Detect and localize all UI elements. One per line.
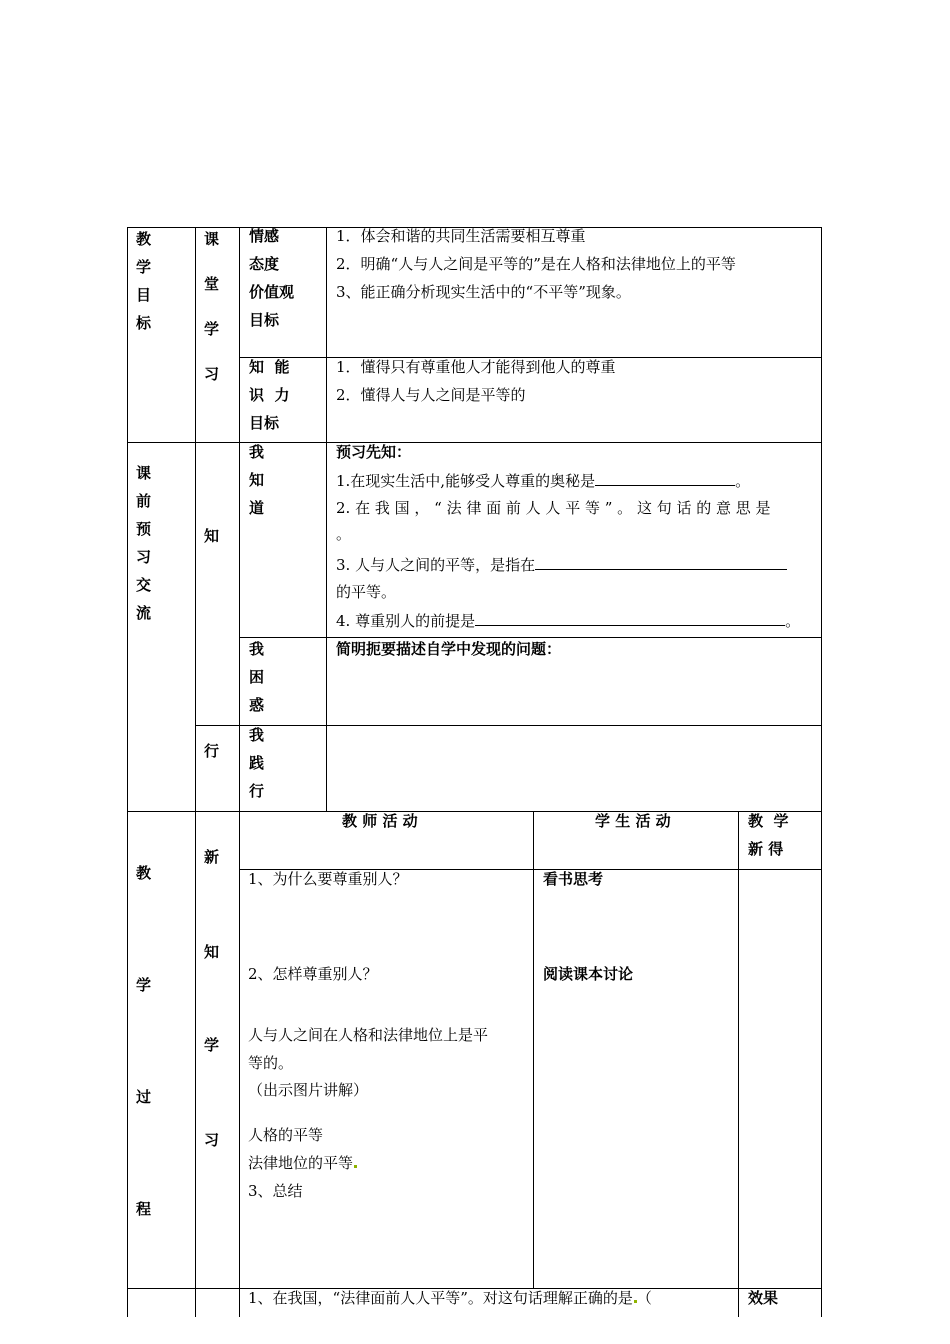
label-char: 课 bbox=[136, 464, 152, 482]
teacher-activity-header: 教 师 活 动 bbox=[342, 812, 418, 830]
label-char: 学 bbox=[204, 1036, 220, 1054]
label-char: 新 bbox=[204, 848, 220, 866]
knowledge-label-3: 目标 bbox=[249, 414, 280, 432]
label-char: 习 bbox=[204, 1131, 220, 1149]
confused-label-3: 惑 bbox=[249, 696, 265, 714]
teacher-point-3: （出示图片讲解） bbox=[248, 1081, 369, 1099]
teacher-question-2: 2、怎样尊重别人？ bbox=[248, 965, 378, 983]
student-activity-1: 看书思考 bbox=[543, 870, 604, 888]
column-divider bbox=[239, 227, 240, 811]
teaching-gain-header-2: 新 得 bbox=[748, 840, 784, 858]
confused-label-1: 我 bbox=[249, 640, 265, 658]
question-text: 3. 人与人之间的平等，是指在 bbox=[336, 556, 536, 574]
teacher-question-1: 1、为什么要尊重别人？ bbox=[248, 870, 408, 888]
i-know-label-2: 知 bbox=[249, 471, 265, 489]
punctuation: 。 bbox=[785, 612, 801, 630]
student-activity-header: 学 生 活 动 bbox=[595, 812, 671, 830]
i-know-label-3: 道 bbox=[249, 499, 265, 517]
teacher-point-6: 3、总结 bbox=[248, 1182, 303, 1200]
bottom-question: 1、在我国，“法律面前人人平等”。对这句话理解正确的是 bbox=[248, 1289, 633, 1307]
emotion-label-4: 目标 bbox=[249, 311, 280, 329]
punctuation: 。 bbox=[735, 472, 751, 490]
confused-label-2: 困 bbox=[249, 668, 265, 686]
column-divider bbox=[533, 811, 534, 1288]
label-char: 前 bbox=[136, 492, 152, 510]
label-char: 堂 bbox=[204, 275, 220, 293]
preview-question-2-end: 。 bbox=[336, 525, 352, 543]
row-divider bbox=[127, 442, 822, 443]
teaching-gain-header-1: 教 学 bbox=[748, 812, 789, 830]
act-label: 行 bbox=[204, 742, 220, 760]
label-char: 程 bbox=[136, 1200, 152, 1218]
label-char: 标 bbox=[136, 314, 152, 332]
label-char: 目 bbox=[136, 286, 152, 304]
knowledge-label-1: 知 能 bbox=[249, 358, 290, 376]
column-divider bbox=[195, 227, 196, 1317]
column-divider bbox=[738, 811, 739, 1317]
teacher-point-2: 等的。 bbox=[248, 1054, 294, 1072]
student-activity-2: 阅读课本讨论 bbox=[543, 965, 634, 983]
label-char: 学 bbox=[204, 320, 220, 338]
practice-label-1: 我 bbox=[249, 726, 265, 744]
label-char: 流 bbox=[136, 604, 152, 622]
emotion-label-1: 情感 bbox=[249, 227, 280, 245]
answer-blank[interactable] bbox=[475, 612, 785, 626]
teacher-point-1: 人与人之间在人格和法律地位上是平 bbox=[248, 1026, 489, 1044]
label-char: 交 bbox=[136, 576, 152, 594]
label-char: 习 bbox=[204, 365, 220, 383]
label-char: 预 bbox=[136, 520, 152, 538]
label-char: 知 bbox=[204, 943, 220, 961]
practice-label-3: 行 bbox=[249, 782, 265, 800]
question-text: 1.在现实生活中,能够受人尊重的奥秘是 bbox=[336, 472, 596, 490]
practice-label-2: 践 bbox=[249, 754, 265, 772]
preview-question-3-tail: 的平等。 bbox=[336, 583, 397, 601]
preview-question-2: 2. 在 我 国 ， “ 法 律 面 前 人 人 平 等 ” 。 这 句 话 的 意 思 是 bbox=[336, 499, 771, 517]
preview-question-1 bbox=[336, 472, 750, 490]
i-know-label-1: 我 bbox=[249, 443, 265, 461]
emotion-item-1: 1．体会和谐的共同生活需要相互尊重 bbox=[336, 227, 586, 245]
label-char: 过 bbox=[136, 1088, 152, 1106]
preview-question-3 bbox=[336, 556, 787, 574]
mark-dot bbox=[354, 1165, 357, 1168]
emotion-item-2: 2．明确“人与人之间是平等的”是在人格和法律地位上的平等 bbox=[336, 255, 736, 273]
label-char: 学 bbox=[136, 258, 152, 276]
knowledge-item-2: 2．懂得人与人之间是平等的 bbox=[336, 386, 526, 404]
teacher-point-5-row bbox=[248, 1155, 357, 1172]
knowledge-label-2: 识 力 bbox=[249, 386, 290, 404]
emotion-label-2: 态度 bbox=[249, 255, 280, 273]
teacher-point-4: 人格的平等 bbox=[248, 1126, 324, 1144]
bottom-question-row bbox=[248, 1290, 652, 1307]
effect-label: 效果 bbox=[748, 1289, 779, 1307]
column-divider bbox=[326, 227, 327, 811]
answer-blank[interactable] bbox=[535, 556, 787, 570]
knowledge-item-1: 1．懂得只有尊重他人才能得到他人的尊重 bbox=[336, 358, 616, 376]
preview-question-4 bbox=[336, 612, 800, 630]
label-char: 课 bbox=[204, 230, 220, 248]
preview-header: 预习先知： bbox=[336, 443, 412, 461]
label-char: 教 bbox=[136, 864, 152, 882]
label-char: 学 bbox=[136, 976, 152, 994]
label-char: 教 bbox=[136, 230, 152, 248]
confused-prompt: 简明扼要描述自学中发现的问题： bbox=[336, 640, 562, 658]
table-border-right bbox=[821, 227, 822, 1317]
emotion-item-3: 3、能正确分析现实生活中的“不平等”现象。 bbox=[336, 283, 631, 301]
question-text: 4. 尊重别人的前提是 bbox=[336, 612, 476, 630]
emotion-label-3: 价值观 bbox=[249, 283, 295, 301]
teacher-point-5: 法律地位的平等 bbox=[248, 1154, 354, 1172]
know-label: 知 bbox=[204, 527, 220, 545]
row-divider bbox=[195, 725, 822, 726]
answer-blank[interactable] bbox=[595, 472, 735, 486]
row-divider bbox=[127, 811, 822, 812]
bottom-question-tail: （ bbox=[636, 1289, 652, 1307]
column-divider bbox=[239, 811, 240, 1317]
table-border-left bbox=[127, 227, 128, 1317]
label-char: 习 bbox=[136, 548, 152, 566]
